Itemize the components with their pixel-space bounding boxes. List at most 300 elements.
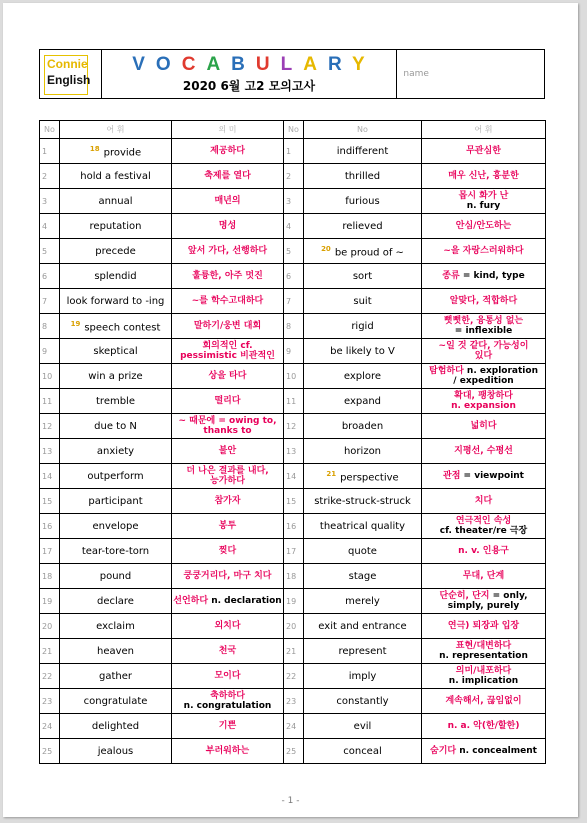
vocab-meaning-cell bbox=[422, 389, 546, 414]
vocab-meaning-cell bbox=[172, 464, 284, 489]
row-number: 12 bbox=[284, 414, 304, 439]
vocab-word-cell bbox=[60, 164, 172, 189]
vocab-meaning-cell bbox=[422, 514, 546, 539]
vocab-meaning-cell bbox=[172, 689, 284, 714]
vocab-meaning-cell bbox=[172, 364, 284, 389]
vocab-word: perspective bbox=[340, 472, 399, 484]
vocab-meaning-cell bbox=[172, 414, 284, 439]
vocab-meaning-line2: 능가하다 bbox=[210, 476, 245, 486]
vocab-word-cell bbox=[304, 289, 422, 314]
row-number: 20 bbox=[284, 614, 304, 639]
title-letter: C bbox=[181, 54, 207, 75]
vocab-word-cell bbox=[304, 414, 422, 439]
vocab-meaning-note2: cf. theater/re 극장 bbox=[439, 526, 528, 536]
vocab-meaning: 계속해서, 끊임없이 bbox=[445, 696, 522, 706]
vocab-word-cell bbox=[60, 539, 172, 564]
title-letter: A bbox=[206, 54, 232, 75]
vocab-meaning-note2: / expedition bbox=[453, 376, 514, 386]
table-row bbox=[40, 339, 546, 364]
col-word2: 어 휘 bbox=[422, 121, 546, 139]
vocab-meaning: 연극) 퇴장과 입장 bbox=[447, 621, 520, 631]
table-row bbox=[40, 414, 546, 439]
title-cell bbox=[101, 50, 397, 99]
table-row bbox=[40, 589, 546, 614]
vocab-meaning-cell bbox=[422, 414, 546, 439]
vocab-meaning: 무대, 단계 bbox=[462, 571, 505, 581]
vocab-word: splendid bbox=[94, 270, 137, 282]
vocab-word: indifferent bbox=[336, 145, 389, 157]
question-number: 18 bbox=[89, 144, 100, 153]
vocab-word-cell bbox=[60, 514, 172, 539]
row-number: 19 bbox=[40, 589, 60, 614]
row-number: 22 bbox=[284, 664, 304, 689]
row-number: 15 bbox=[284, 489, 304, 514]
vocab-word-cell bbox=[60, 614, 172, 639]
logo-line1: Connie bbox=[47, 57, 88, 71]
vocab-word-cell bbox=[60, 414, 172, 439]
vocab-word: reputation bbox=[89, 220, 142, 232]
vocab-meaning-cell bbox=[422, 564, 546, 589]
vocab-word: constantly bbox=[336, 695, 389, 707]
vocab-word-cell bbox=[304, 739, 422, 764]
vocab-word: precede bbox=[95, 245, 136, 257]
vocab-meaning-cell bbox=[172, 139, 284, 164]
vocab-meaning-cell bbox=[172, 164, 284, 189]
vocab-meaning-cell bbox=[422, 164, 546, 189]
vocab-meaning: 말하기/웅변 대회 bbox=[193, 321, 262, 331]
row-number: 17 bbox=[284, 539, 304, 564]
vocab-meaning-note: n. concealment bbox=[456, 746, 537, 756]
logo-cell bbox=[40, 50, 102, 99]
row-number: 1 bbox=[284, 139, 304, 164]
vocab-meaning-cell bbox=[172, 439, 284, 464]
vocab-meaning-cell bbox=[422, 639, 546, 664]
table-row bbox=[40, 614, 546, 639]
vocab-word-cell bbox=[304, 664, 422, 689]
row-number: 3 bbox=[40, 189, 60, 214]
row-number: 15 bbox=[40, 489, 60, 514]
vocab-word: look forward to -ing bbox=[66, 295, 165, 307]
vocab-meaning-note2: n. implication bbox=[448, 676, 519, 686]
vocab-meaning: ~을 자랑스러워하다 bbox=[443, 246, 524, 256]
vocab-meaning-cell bbox=[172, 614, 284, 639]
table-row bbox=[40, 264, 546, 289]
vocab-meaning: 몹시 화가 난 bbox=[458, 191, 509, 201]
vocab-meaning: 무관심한 bbox=[466, 146, 501, 156]
vocab-word-cell bbox=[304, 364, 422, 389]
vocab-word: rigid bbox=[351, 320, 374, 332]
vocab-word-cell bbox=[304, 264, 422, 289]
vocab-meaning-note: n. exploration bbox=[463, 366, 538, 376]
vocab-word: expand bbox=[343, 395, 382, 407]
vocab-meaning: 알맞다, 적합하다 bbox=[449, 296, 518, 306]
vocab-meaning: 부러워하는 bbox=[205, 746, 250, 756]
vocab-word-cell bbox=[304, 189, 422, 214]
title-letter: A bbox=[303, 54, 328, 75]
vocab-meaning: 넓히다 bbox=[470, 421, 497, 431]
connie-english-logo bbox=[44, 55, 91, 95]
vocab-word: thrilled bbox=[344, 170, 381, 182]
vocab-word-cell bbox=[60, 439, 172, 464]
vocab-word: outperform bbox=[87, 470, 144, 482]
vocab-word-cell bbox=[60, 264, 172, 289]
row-number: 5 bbox=[284, 239, 304, 264]
vocab-meaning-cell bbox=[422, 664, 546, 689]
table-row bbox=[40, 464, 546, 489]
vocab-meaning-cell bbox=[172, 314, 284, 339]
row-number: 10 bbox=[40, 364, 60, 389]
vocab-meaning-cell bbox=[172, 589, 284, 614]
table-row bbox=[40, 289, 546, 314]
vocab-meaning-note2: = inflexible bbox=[454, 326, 513, 336]
vocab-meaning: 더 나은 결과를 내다, bbox=[186, 466, 269, 476]
vocab-meaning-cell bbox=[172, 189, 284, 214]
row-number: 24 bbox=[284, 714, 304, 739]
vocab-word: provide bbox=[103, 147, 142, 159]
row-number: 7 bbox=[40, 289, 60, 314]
vocab-word-cell bbox=[304, 639, 422, 664]
vocab-word-cell bbox=[304, 714, 422, 739]
vocab-meaning-cell bbox=[422, 689, 546, 714]
table-row bbox=[40, 314, 546, 339]
vocab-word-cell bbox=[60, 289, 172, 314]
table-row bbox=[40, 664, 546, 689]
vocab-meaning: 치다 bbox=[474, 496, 493, 506]
vocab-meaning: 매우 신난, 흥분한 bbox=[448, 171, 519, 181]
table-row bbox=[40, 189, 546, 214]
row-number: 18 bbox=[284, 564, 304, 589]
vocab-meaning-line2: n. expansion bbox=[451, 401, 516, 411]
vocab-meaning-cell bbox=[422, 589, 546, 614]
vocab-meaning-cell bbox=[422, 139, 546, 164]
vocab-meaning-line2: pessimistic 비관적인 bbox=[180, 351, 275, 361]
name-label: name bbox=[403, 69, 429, 79]
vocab-word-cell bbox=[60, 714, 172, 739]
row-number: 9 bbox=[284, 339, 304, 364]
vocab-word-cell bbox=[304, 339, 422, 364]
vocabulary-title bbox=[112, 53, 397, 77]
vocab-meaning: 떨리다 bbox=[214, 396, 241, 406]
row-number: 23 bbox=[284, 689, 304, 714]
vocab-word-cell bbox=[60, 464, 172, 489]
row-number: 8 bbox=[284, 314, 304, 339]
row-number: 11 bbox=[284, 389, 304, 414]
page-number: - 1 - bbox=[281, 796, 300, 806]
vocab-meaning: 뻣뻣한, 융통성 없는 bbox=[443, 316, 524, 326]
vocab-word: relieved bbox=[342, 220, 383, 232]
vocab-word-cell bbox=[60, 364, 172, 389]
vocab-word: congratulate bbox=[83, 695, 148, 707]
vocab-word: heaven bbox=[96, 645, 135, 657]
vocab-meaning: 외치다 bbox=[214, 621, 241, 631]
vocab-meaning-cell bbox=[172, 639, 284, 664]
vocab-word: horizon bbox=[343, 445, 382, 457]
vocab-meaning: 탐험하다 bbox=[429, 366, 464, 376]
vocab-word-cell bbox=[60, 189, 172, 214]
title-letter: V bbox=[132, 54, 156, 75]
vocab-meaning-note2: n. fury bbox=[466, 201, 501, 211]
vocab-meaning-note: = kind, type bbox=[459, 271, 525, 281]
title-letter: U bbox=[255, 54, 281, 75]
vocab-word: hold a festival bbox=[80, 170, 151, 182]
vocab-meaning-cell bbox=[422, 239, 546, 264]
vocab-word-cell bbox=[304, 489, 422, 514]
row-number: 6 bbox=[40, 264, 60, 289]
vocab-meaning: 안심/안도하는 bbox=[455, 221, 512, 231]
row-number: 9 bbox=[40, 339, 60, 364]
vocab-word: be likely to V bbox=[330, 345, 395, 357]
vocab-meaning-cell bbox=[172, 539, 284, 564]
vocab-word: strike-struck-struck bbox=[314, 495, 411, 507]
row-number: 18 bbox=[40, 564, 60, 589]
vocab-meaning: 축제를 열다 bbox=[204, 171, 251, 181]
row-number: 5 bbox=[40, 239, 60, 264]
vocab-word-cell bbox=[60, 664, 172, 689]
row-number: 6 bbox=[284, 264, 304, 289]
vocab-meaning: 참가자 bbox=[214, 496, 241, 506]
col-no: No bbox=[40, 121, 60, 139]
vocab-meaning: 앞서 가다, 선행하다 bbox=[187, 246, 268, 256]
row-number: 20 bbox=[40, 614, 60, 639]
vocab-meaning-cell bbox=[422, 439, 546, 464]
row-number: 8 bbox=[40, 314, 60, 339]
row-number: 14 bbox=[40, 464, 60, 489]
col-word: 어 휘 bbox=[60, 121, 172, 139]
vocab-meaning-cell bbox=[422, 264, 546, 289]
vocab-word: stage bbox=[348, 570, 377, 582]
table-row bbox=[40, 214, 546, 239]
vocab-meaning-line2: thanks to bbox=[203, 426, 252, 436]
vocab-meaning: 기쁜 bbox=[218, 721, 237, 731]
name-cell bbox=[397, 50, 545, 99]
vocab-word-cell bbox=[304, 139, 422, 164]
subtitle: 2020 6월 고2 모의고사 bbox=[182, 79, 316, 93]
vocab-meaning: 상을 타다 bbox=[208, 371, 247, 381]
row-number: 4 bbox=[284, 214, 304, 239]
title-letter: B bbox=[231, 54, 256, 75]
row-number: 21 bbox=[40, 639, 60, 664]
col-no3: No bbox=[304, 121, 422, 139]
table-row bbox=[40, 239, 546, 264]
row-number: 22 bbox=[40, 664, 60, 689]
vocab-meaning: 단순히, 단지 bbox=[439, 591, 490, 601]
vocab-meaning: 봉투 bbox=[218, 521, 237, 531]
row-number: 16 bbox=[284, 514, 304, 539]
vocab-word-cell bbox=[304, 514, 422, 539]
vocab-word-cell bbox=[60, 564, 172, 589]
vocab-meaning-cell bbox=[422, 464, 546, 489]
vocab-meaning: 천국 bbox=[218, 646, 237, 656]
vocab-meaning: n. a. 악(한/할한) bbox=[447, 721, 520, 731]
vocab-word: merely bbox=[345, 595, 380, 607]
row-number: 21 bbox=[284, 639, 304, 664]
vocab-meaning-cell bbox=[422, 189, 546, 214]
vocab-word-cell bbox=[304, 239, 422, 264]
vocab-word-cell bbox=[60, 339, 172, 364]
vocab-meaning-cell bbox=[422, 214, 546, 239]
vocab-meaning-cell bbox=[172, 714, 284, 739]
vocab-word-cell bbox=[60, 139, 172, 164]
vocab-word: pound bbox=[99, 570, 132, 582]
vocab-word-cell bbox=[304, 164, 422, 189]
vocab-word: suit bbox=[353, 295, 372, 307]
table-row bbox=[40, 164, 546, 189]
vocab-meaning-cell bbox=[172, 289, 284, 314]
vocab-meaning-cell bbox=[172, 214, 284, 239]
logo-line2: English bbox=[47, 73, 91, 87]
vocab-meaning-cell bbox=[422, 314, 546, 339]
vocab-meaning: 확대, 팽창하다 bbox=[454, 391, 513, 401]
vocab-meaning: 회의적인 cf. bbox=[202, 341, 253, 351]
table-row bbox=[40, 639, 546, 664]
row-number: 10 bbox=[284, 364, 304, 389]
row-number: 16 bbox=[40, 514, 60, 539]
vocab-word: declare bbox=[97, 595, 134, 607]
vocab-word: jealous bbox=[97, 745, 134, 757]
vocab-word-cell bbox=[304, 689, 422, 714]
vocab-meaning-line2: 있다 bbox=[474, 351, 493, 361]
vocab-meaning-cell bbox=[422, 714, 546, 739]
table-row bbox=[40, 564, 546, 589]
col-meaning: 의 미 bbox=[172, 121, 284, 139]
document-page bbox=[3, 3, 578, 817]
vocab-meaning-cell bbox=[422, 614, 546, 639]
table-row bbox=[40, 539, 546, 564]
vocab-word-cell bbox=[304, 214, 422, 239]
vocab-meaning: 매년의 bbox=[214, 196, 241, 206]
row-number: 25 bbox=[284, 739, 304, 764]
row-number: 24 bbox=[40, 714, 60, 739]
row-number: 7 bbox=[284, 289, 304, 314]
row-number: 2 bbox=[284, 164, 304, 189]
row-number: 19 bbox=[284, 589, 304, 614]
vocab-meaning-cell bbox=[422, 339, 546, 364]
header-table bbox=[39, 49, 545, 99]
row-number: 13 bbox=[40, 439, 60, 464]
vocab-word-cell bbox=[60, 239, 172, 264]
vocab-meaning-cell bbox=[172, 264, 284, 289]
vocab-meaning: ~를 학수고대하다 bbox=[191, 296, 264, 306]
vocab-word: imply bbox=[348, 670, 377, 682]
vocab-word: gather bbox=[99, 670, 132, 682]
row-number: 1 bbox=[40, 139, 60, 164]
vocab-word: envelope bbox=[92, 520, 139, 532]
vocab-meaning-cell bbox=[172, 664, 284, 689]
vocab-word: due to N bbox=[94, 420, 137, 432]
vocab-meaning: 선언하다 bbox=[173, 596, 209, 606]
table-row bbox=[40, 364, 546, 389]
vocab-meaning-note: = viewpoint bbox=[460, 471, 524, 481]
vocab-word-cell bbox=[60, 589, 172, 614]
vocab-meaning: 관점 bbox=[443, 471, 461, 481]
question-number: 19 bbox=[70, 319, 81, 328]
vocab-meaning: 불안 bbox=[218, 446, 237, 456]
title-letter: O bbox=[155, 54, 182, 75]
vocab-table bbox=[39, 120, 546, 764]
table-row bbox=[40, 739, 546, 764]
vocab-word-cell bbox=[304, 389, 422, 414]
vocab-word: quote bbox=[348, 545, 377, 557]
vocab-meaning-cell bbox=[172, 239, 284, 264]
vocab-meaning-cell bbox=[422, 364, 546, 389]
row-number: 11 bbox=[40, 389, 60, 414]
table-row bbox=[40, 714, 546, 739]
vocab-word-cell bbox=[304, 464, 422, 489]
vocab-word: be proud of ~ bbox=[334, 247, 404, 259]
vocab-word-cell bbox=[60, 639, 172, 664]
row-number: 14 bbox=[284, 464, 304, 489]
col-no2: No bbox=[284, 121, 304, 139]
vocab-word: skeptical bbox=[93, 345, 138, 357]
vocab-word: evil bbox=[353, 720, 372, 732]
vocab-meaning: 의미/내포하다 bbox=[455, 666, 512, 676]
vocab-word-cell bbox=[60, 489, 172, 514]
vocab-word: explore bbox=[343, 370, 382, 382]
table-header-row bbox=[40, 121, 546, 139]
vocab-word-cell bbox=[60, 689, 172, 714]
vocab-word: represent bbox=[338, 645, 387, 657]
vocab-word-cell bbox=[304, 314, 422, 339]
vocab-meaning: 표현/대변하다 bbox=[455, 641, 512, 651]
table-row bbox=[40, 389, 546, 414]
vocab-word: participant bbox=[88, 495, 143, 507]
row-number: 17 bbox=[40, 539, 60, 564]
vocab-word-cell bbox=[304, 589, 422, 614]
vocab-word: speech contest bbox=[84, 322, 161, 334]
vocab-word: anxiety bbox=[96, 445, 135, 457]
vocab-word-cell bbox=[304, 539, 422, 564]
table-row bbox=[40, 514, 546, 539]
vocab-meaning-cell bbox=[422, 489, 546, 514]
vocab-meaning: 종류 bbox=[442, 271, 460, 281]
vocab-meaning: 찢다 bbox=[218, 546, 237, 556]
vocab-meaning: 지평선, 수평선 bbox=[454, 446, 513, 456]
vocab-meaning: 숨기다 bbox=[430, 746, 457, 756]
vocab-meaning-note: = only, bbox=[489, 591, 528, 601]
vocab-word: broaden bbox=[341, 420, 384, 432]
vocab-meaning-cell bbox=[172, 514, 284, 539]
row-number: 2 bbox=[40, 164, 60, 189]
question-number: 20 bbox=[321, 244, 331, 253]
vocab-meaning: n. v. 인용구 bbox=[458, 546, 509, 556]
vocab-meaning: 명성 bbox=[218, 221, 237, 231]
vocab-meaning: 제공하다 bbox=[210, 146, 245, 156]
vocab-meaning: 모이다 bbox=[214, 671, 241, 681]
vocab-word: sort bbox=[352, 270, 373, 282]
vocab-word-cell bbox=[304, 614, 422, 639]
row-number: 4 bbox=[40, 214, 60, 239]
vocab-meaning: ~일 것 같다, 가능성이 bbox=[438, 341, 529, 351]
vocab-word: conceal bbox=[343, 745, 382, 757]
table-row bbox=[40, 489, 546, 514]
question-number: 21 bbox=[326, 469, 337, 478]
vocab-meaning-cell bbox=[422, 289, 546, 314]
vocab-word: delighted bbox=[91, 720, 140, 732]
vocab-word-cell bbox=[60, 314, 172, 339]
vocab-meaning: 훌륭한, 아주 멋진 bbox=[192, 271, 263, 281]
table-row bbox=[40, 139, 546, 164]
row-number: 25 bbox=[40, 739, 60, 764]
vocab-meaning: 축하하다 bbox=[210, 691, 245, 701]
vocab-word: annual bbox=[98, 195, 133, 207]
vocab-word-cell bbox=[60, 214, 172, 239]
vocab-meaning-note2: n. congratulation bbox=[183, 701, 272, 711]
vocab-meaning-note2: n. representation bbox=[439, 651, 528, 661]
row-number: 12 bbox=[40, 414, 60, 439]
vocab-meaning-note: n. declaration bbox=[208, 596, 282, 606]
vocab-word: furious bbox=[345, 195, 380, 207]
vocab-word: exit and entrance bbox=[318, 620, 407, 632]
